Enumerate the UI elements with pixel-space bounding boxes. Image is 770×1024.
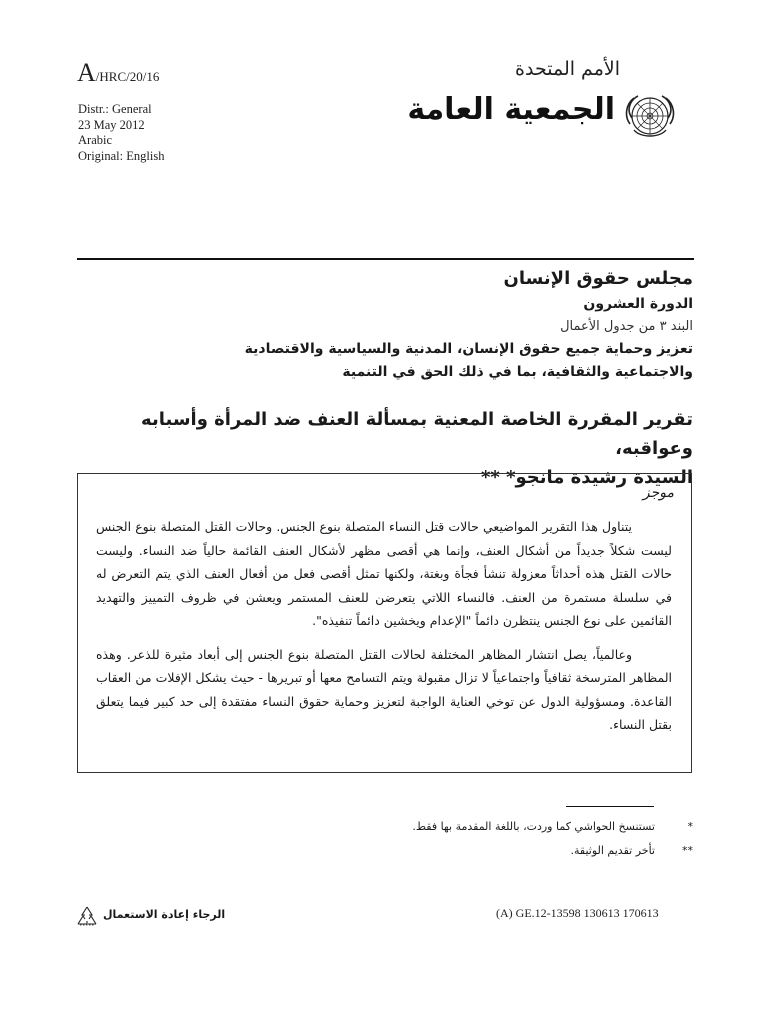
summary-paragraph-1: يتناول هذا التقرير المواضيعي حالات قتل النساء المتصلة بنوع الجنس. وحالات القتل المتصلة بنوع الجنس ليست شكلاً جديداً من أشكال العنف، وإنما هي أقصى مظهر لأشكال العنف القائمة حالياً ضد النساء. وليست حالات القتل هذه أحداثاً معزولة تنشأ فجأة وبغتة، ولكنها تمثل أقصى فعل من أفعال العنف الذي يتم التعرض له في سلسلة مستمرة من العنف. فالنساء اللاتي يتعرضن للعنف المستمر ويعشن في ظروف التمييز والتهديد القائمين على نوع الجنس ينتظرن دائماً "الإعدام ويخشين دائماً تنفيذه".	[96, 519, 672, 628]
footnote-text: تستنسخ الحواشي كما وردت، باللغة المقدمة بها فقط.	[412, 820, 655, 833]
footnote-text: تأخر تقديم الوثيقة.	[570, 844, 655, 857]
report-title-line-2: السيدة رشيدة مانجو* **	[480, 467, 693, 488]
general-assembly-title: الجمعية العامة	[407, 92, 615, 127]
agenda-topic-line-2: والاجتماعية والثقافية، بما في ذلك الحق في التنمية	[342, 364, 693, 380]
language-line: Arabic	[78, 133, 113, 147]
footnote-mark: **	[682, 844, 693, 857]
summary-heading: موجز	[642, 485, 674, 501]
date-line: 23 May 2012	[78, 117, 145, 132]
meeting-metadata	[133, 266, 693, 384]
agenda-item: البند ٣ من جدول الأعمال	[560, 319, 693, 334]
header-divider	[77, 258, 694, 260]
symbol-letter: A	[77, 58, 96, 87]
footnote-divider	[566, 806, 654, 807]
agenda-topic-line-1: تعزيز وحماية جميع حقوق الإنسان، المدنية والسياسية والاقتصادية	[244, 341, 693, 357]
original-language-line: Original: English	[78, 148, 165, 163]
symbol-rest: /HRC/20/16	[95, 69, 160, 84]
summary-text	[96, 515, 672, 737]
summary-paragraph-2: وعالمياً، يصل انتشار المظاهر المختلفة لحالات القتل المتصلة بنوع الجنس إلى أبعاد مثيرة للذعر. وهذه المظاهر المترسخة ثقافياً واجتماعياً لا تزال مقبولة ويتم التسامح معها أو تبريرها - حيث يشكل الإفلات من العقاب القاعدة. ومسؤولية الدول عن توخي العناية الواجبة لتعزيز وحماية حقوق النساء مفتقدة إلى حد كبير فيما يتعلق بقتل النساء.	[96, 646, 672, 732]
recycle-icon	[74, 904, 100, 930]
recycle-notice: الرجاء إعادة الاستعمال	[103, 908, 226, 921]
council-name: مجلس حقوق الإنسان	[503, 268, 693, 289]
footnotes	[173, 815, 693, 863]
united-nations-name: الأمم المتحدة	[515, 58, 620, 80]
distribution-line: Distr.: General	[78, 102, 152, 116]
un-emblem-icon	[622, 88, 678, 144]
footnote-mark: *	[687, 820, 693, 833]
job-number: (A) GE.12-13598 130613 170613	[496, 906, 659, 920]
document-symbol	[77, 60, 159, 86]
footnote	[173, 839, 693, 863]
distribution-block	[78, 102, 164, 164]
footnote	[173, 815, 693, 839]
session-name: الدورة العشرون	[583, 296, 693, 312]
report-title-line-1: تقرير المقررة الخاصة المعنية بمسألة العنف ضد المرأة وأسبابه وعواقبه،	[141, 409, 693, 459]
